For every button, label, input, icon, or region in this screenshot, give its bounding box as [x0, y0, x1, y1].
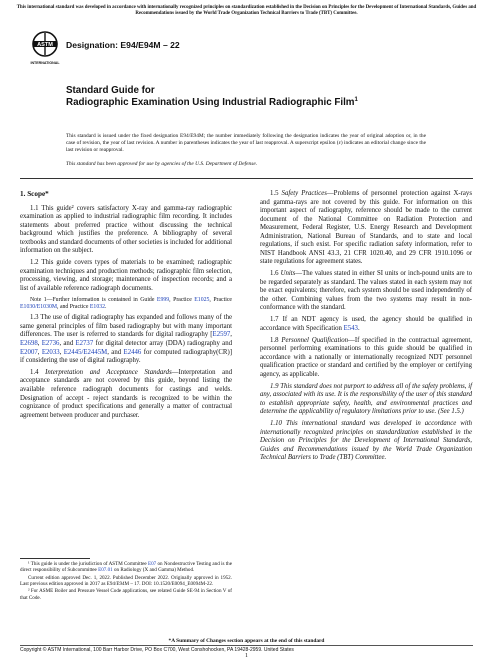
trade-organization-notice: This international standard was developed in accordance with internationally recognized principles on standardization established in the Decision on Principles for the Development of International Standards, Guides and Recommendations issued by the World Trade Organization Technical Barriers to Trade (TBT) Committee. — [16, 5, 477, 17]
svg-text:INTERNATIONAL: INTERNATIONAL — [30, 61, 60, 65]
designation: Designation: E94/E94M – 22 — [66, 40, 180, 50]
link-e2445[interactable]: E2445/E2445M — [63, 348, 108, 356]
paragraph-1-5: 1.5 Safety Practices—Problems of personnel protection against X-rays and gamma-rays are not covered by this guide. For information on this important aspect of radiography, reference should be made to the current document of the National Committee on Radiation Protection and Measurement, Federal Register, U.S. Energy Research and Development Administration, National Bureau of Standards, and to state and local regulations, if such exist. For specific radiation safety information, refer to NIST Handbook ANSI 43.3, 21 CFR 1020.40, and 29 CFR 1910.1096 or state regulations for agreement states. — [260, 190, 472, 266]
link-e2033[interactable]: E2033 — [41, 348, 60, 356]
paragraph-1-7: 1.7 If an NDT agency is used, the agency should be qualified in accordance with Specification E543. — [260, 316, 472, 332]
link-e999[interactable]: E999 — [156, 296, 170, 303]
title-line-2: Radiographic Examination Using Industrial Radiographic Film$^1$ — [66, 96, 358, 108]
link-e543[interactable]: E543 — [343, 324, 358, 332]
footnote-2: ² For ASME Boiler and Pressure Vessel Code applications, see related Guide SE-94 in Section V of that Code. — [20, 588, 232, 601]
footnote-divider — [20, 558, 90, 559]
left-column — [20, 190, 232, 423]
link-e1030[interactable]: E1030/E1030M — [20, 303, 58, 310]
link-e1025[interactable]: E1025 — [194, 296, 210, 303]
footer-divider — [20, 645, 473, 646]
footnote-1-edition: Current edition approved Dec. 1, 2022. Published December 2022. Originally approved in 1952. Last previous edition approved in 2017 as E94/E94M – 17. DOI: 10.1520/E0094_E0094M-22. — [20, 574, 232, 588]
paragraph-1-8: 1.8 Personnel Qualification—If specified in the contractual agreement, personnel performing examinations to this guide should be qualified in accordance with a nationally or internationally recognized NDT personnel qualification practice or standard and certified by the employer or certifying agency, as applicable. — [260, 336, 472, 378]
issue-note: This standard is issued under the fixed designation E94/E94M; the number immediately following the designation indicates the year of original adoption or, in the case of revision, the year of last revision. A number in parentheses indicates the year of last reapproval. A superscript epsilon (ε) indicates an editorial change since the last revision or reapproval. — [66, 133, 426, 153]
copyright-line: Copyright © ASTM International, 100 Barr Harbor Drive, PO Box C700, West Conshohocken, PA 19428-2959. United States — [20, 647, 294, 653]
page-number: 1 — [245, 653, 248, 659]
svg-text:ASTM: ASTM — [37, 42, 53, 49]
header-divider — [20, 178, 473, 179]
document-title — [66, 85, 466, 108]
link-e1032[interactable]: E1032 — [89, 303, 106, 310]
paragraph-1-4: 1.4 Interpretation and Acceptance Standards—Interpretation and acceptance standards are not covered by this guide, beyond listing the available reference radiograph documents for castings and welds. Designation of accept - reject standards is recognized to be within the cognizance of product specifications and generally a matter of contractual agreement between producer and purchaser. — [20, 368, 232, 419]
right-column — [260, 190, 472, 466]
paragraph-1-1: 1.1 This guide² covers satisfactory X-ray and gamma-ray radiographic examination as applied to industrial radiographic film recording. It includes statements about preferred practice without discussing the technical background which justifies the preference. A bibliography of several textbooks and standard documents of other societies is included for additional information on the subject. — [20, 204, 232, 255]
paragraph-1-6: 1.6 Units—The values stated in either SI units or inch-pound units are to be regarded separately as standard. The values stated in each system may not be exact equivalents; therefore, each system should be used independently of the other. Combining values from the two systems may result in non-conformance with the standard. — [260, 270, 472, 312]
link-e2698[interactable]: E2698 — [20, 339, 38, 347]
footnote-1: ¹ This guide is under the jurisdiction of ASTM Committee E07 on Nondestructive Testing and is the direct responsibility of Subcommittee E07.01 on Radiology (X and Gamma) Method. — [20, 561, 232, 574]
link-e2446[interactable]: E2446 — [123, 348, 142, 356]
link-e2597[interactable]: E2597 — [212, 331, 231, 339]
paragraph-1-2: 1.2 This guide covers types of materials to be examined; radiographic examination techniques and production methods; radiographic film selection, processing, viewing, and storage; maintenance of inspection records; and a list of available reference radiograph documents. — [20, 259, 232, 292]
link-e2737[interactable]: E2737 — [75, 339, 94, 347]
title-footnote-mark: 1 — [354, 96, 358, 103]
link-e07[interactable]: E07 — [147, 561, 157, 567]
link-e07-01[interactable]: E07.01 — [98, 567, 113, 574]
link-e2007[interactable]: E2007 — [20, 348, 38, 356]
paragraph-1-9: 1.9 This standard does not purport to address all of the safety problems, if any, associated with its use. It is the responsibility of the user of this standard to establish appropriate safety, health, and environmental practices and determine the applicability of regulatory limitations prior to use. (See 1.5.) — [260, 382, 472, 416]
footnotes — [20, 561, 232, 602]
section-heading-scope: 1. Scope* — [20, 190, 49, 198]
note-1: Note 1—Further information is contained in Guide E999, Practice E1025, Practice E1030/E1030M, and Practice E1032. — [20, 296, 232, 310]
summary-of-changes-note: *A Summary of Changes section appears at the end of this standard — [168, 638, 325, 644]
dod-approval-note: This standard has been approved for use by agencies of the U.S. Department of Defense. — [66, 161, 258, 167]
astm-logo — [30, 30, 60, 70]
paragraph-1-3: 1.3 The use of digital radiography has expanded and follows many of the same general principles of film based radiography but with many important differences. The user is referred to standards for digital radiography [E2597, E2698, E2736, and E2737 for digital detector array (DDA) radiography and E2007, E2033, E2445/E2445M, and E2446 for computed radiography(CR)] if considering the use of digital radiography. — [20, 314, 232, 365]
title-line-1: Standard Guide for — [66, 85, 155, 96]
link-e2736[interactable]: E2736 — [41, 339, 60, 347]
paragraph-1-10: 1.10 This international standard was developed in accordance with internationally recognized principles on standardization established in the Decision on Principles for the Development of International Standards, Guides and Recommendations issued by the World Trade Organization Technical Barriers to Trade (TBT) Committee. — [260, 420, 472, 462]
